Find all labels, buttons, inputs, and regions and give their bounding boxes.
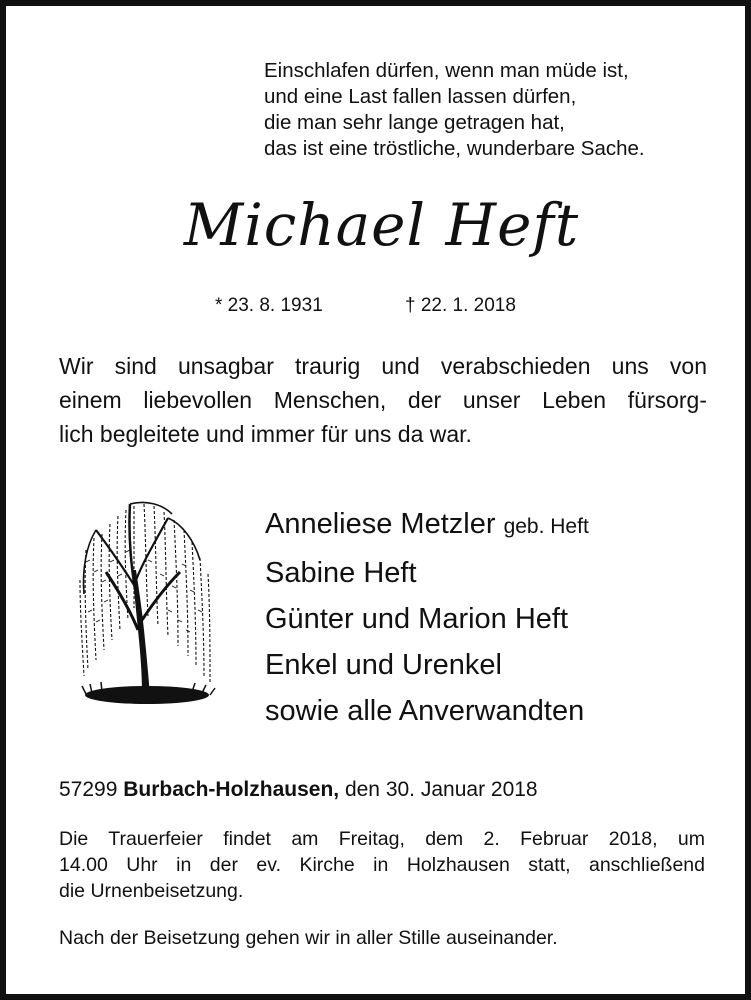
funeral-info [59, 826, 705, 904]
poem-line: das ist eine tröstliche, wunderbare Sache. [264, 137, 645, 160]
mourners-list [265, 501, 589, 734]
poem-line: Einschlafen dürfen, wenn man müde ist, [264, 59, 629, 82]
deceased-name: Michael Heft [183, 191, 580, 259]
place-name: Burbach-Holzhausen, [123, 778, 340, 801]
poem-line: die man sehr lange getragen hat, [264, 111, 565, 134]
closing-text: Nach der Beisetzung gehen wir in aller Stille auseinander. [59, 927, 558, 949]
intro-line: einem liebevollen Menschen, der unser Leben fürsorg- [59, 387, 707, 413]
place-date [59, 778, 538, 802]
mourner-entry: Günter und Marion Heft [265, 603, 569, 635]
funeral-line: Die Trauerfeier findet am Freitag, dem 2. Februar 2018, um [59, 828, 705, 850]
mourner-entry: Enkel und Urenkel [265, 649, 502, 681]
mourner-entry: sowie alle Anverwandten [265, 695, 585, 727]
mourner-entry [265, 501, 589, 550]
mourner-entry: Sabine Heft [265, 557, 417, 589]
weeping-willow-icon [72, 490, 222, 710]
poem [264, 58, 645, 162]
notice-date: den 30. Januar 2018 [344, 778, 538, 801]
intro-line: lich begleitete und immer für uns da war. [59, 421, 472, 447]
death-date: † 22. 1. 2018 [405, 295, 516, 316]
poem-line: und eine Last fallen lassen dürfen, [264, 85, 577, 108]
birth-date: * 23. 8. 1931 [215, 295, 323, 316]
intro-line: Wir sind unsagbar traurig und verabschieden uns von [59, 353, 707, 379]
intro-text [59, 349, 707, 451]
zip-code: 57299 [59, 778, 118, 801]
mourner-note: geb. Heft [503, 515, 589, 538]
funeral-line: die Urnenbeisetzung. [59, 880, 244, 902]
mourner-name: Anneliese Metzler [265, 508, 496, 540]
funeral-line: 14.00 Uhr in der ev. Kirche in Holzhausen statt, anschließend [59, 854, 705, 876]
